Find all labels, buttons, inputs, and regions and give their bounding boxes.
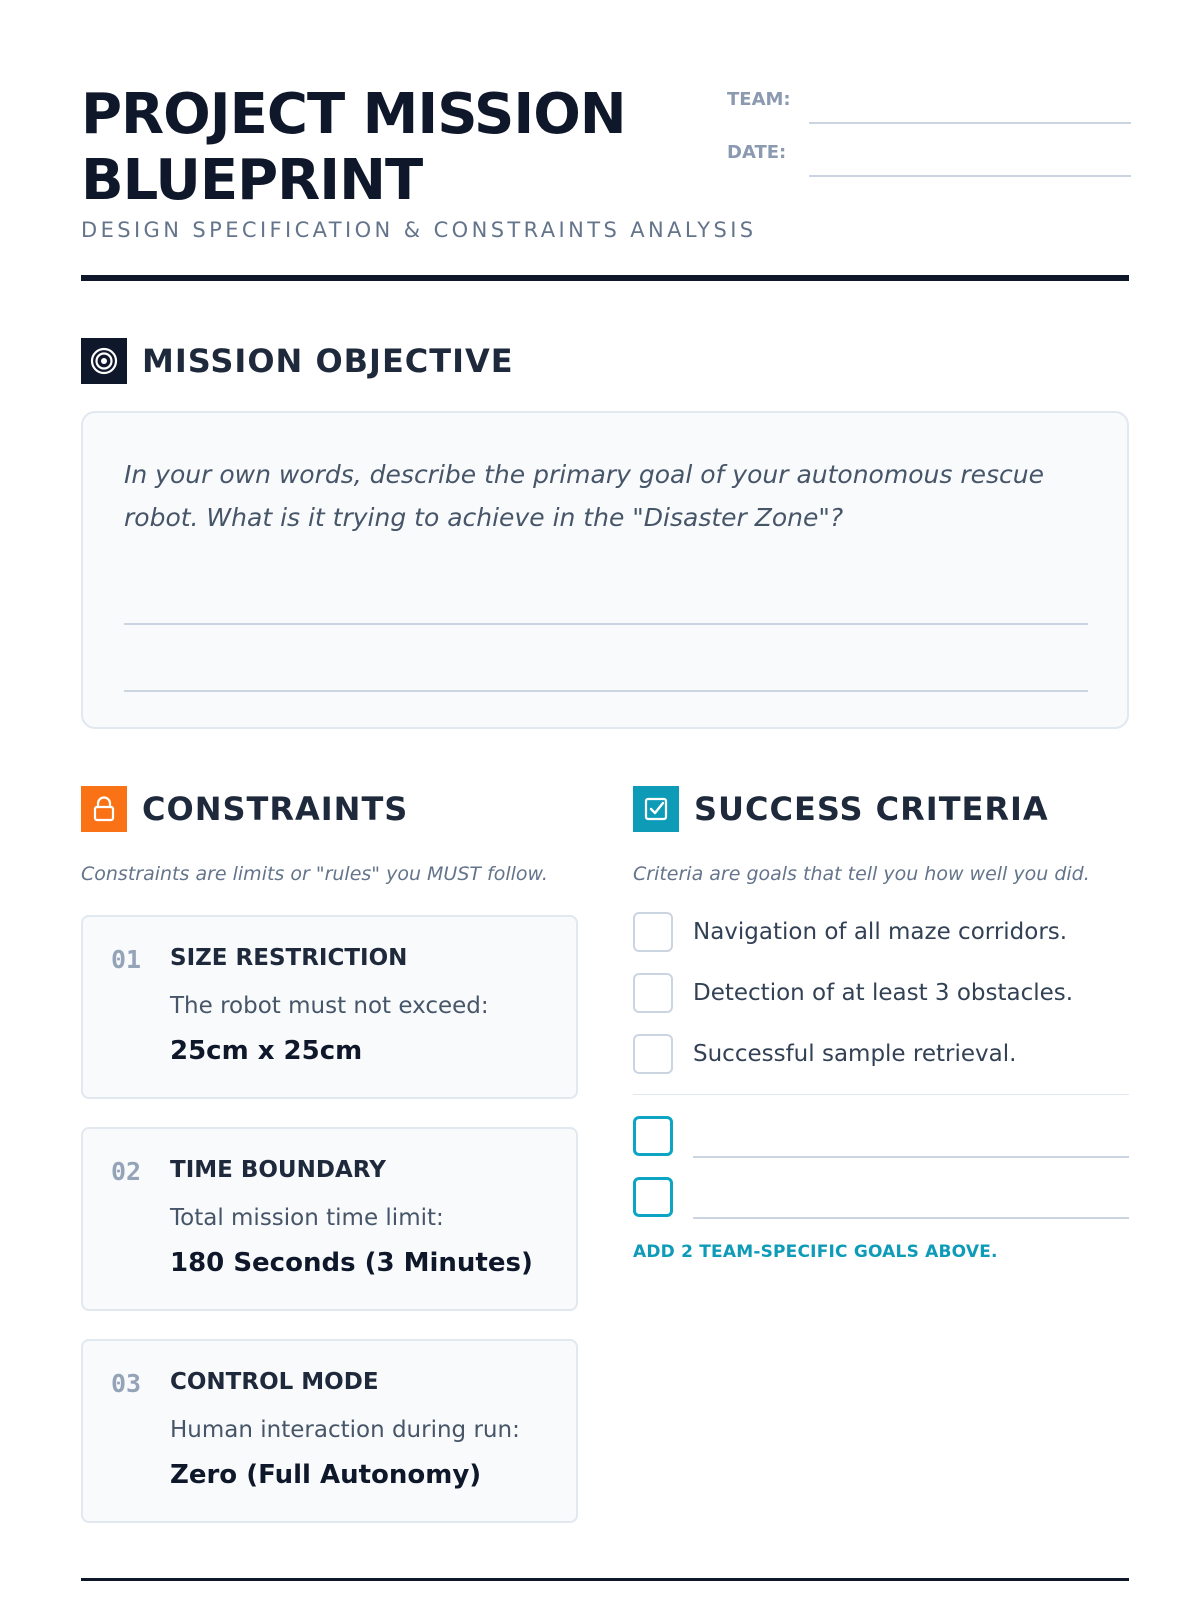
criteria-text: Successful sample retrieval. xyxy=(693,1041,1017,1067)
custom-criteria-item xyxy=(633,1177,1129,1217)
criteria-text: Detection of at least 3 obstacles. xyxy=(693,980,1074,1006)
custom-criteria-checkbox[interactable] xyxy=(633,1116,673,1156)
constraint-description: Human interaction during run: xyxy=(170,1417,520,1443)
criteria-divider xyxy=(633,1094,1129,1095)
constraint-description: The robot must not exceed: xyxy=(170,993,489,1019)
header-divider xyxy=(81,275,1129,281)
custom-criteria-checkbox[interactable] xyxy=(633,1177,673,1217)
date-input-line[interactable] xyxy=(809,139,1131,177)
team-label: TEAM: xyxy=(727,89,791,110)
constraint-title: SIZE RESTRICTION xyxy=(170,945,408,971)
criteria-item xyxy=(633,1034,1016,1074)
constraints-note: Constraints are limits or "rules" you MUST follow. xyxy=(81,863,548,885)
criteria-item xyxy=(633,912,1067,952)
criteria-section-title: SUCCESS CRITERIA xyxy=(694,790,1049,828)
footer-divider xyxy=(81,1578,1129,1581)
criteria-checkbox[interactable] xyxy=(633,973,673,1013)
answer-line[interactable] xyxy=(124,623,1088,625)
constraint-number: 03 xyxy=(111,1369,142,1398)
criteria-checkbox[interactable] xyxy=(633,912,673,952)
constraint-card xyxy=(81,915,578,1099)
lock-icon xyxy=(81,786,127,832)
mission-section-header xyxy=(81,338,514,384)
target-icon xyxy=(81,338,127,384)
constraint-title: TIME BOUNDARY xyxy=(170,1157,386,1183)
mission-objective-box xyxy=(81,411,1129,729)
criteria-note: Criteria are goals that tell you how well you did. xyxy=(633,863,1090,885)
page-title: PROJECT MISSION BLUEPRINT xyxy=(81,82,626,213)
criteria-item xyxy=(633,973,1073,1013)
constraint-card xyxy=(81,1339,578,1523)
mission-prompt: In your own words, describe the primary goal of your autonomous rescue robot. What is it trying to achieve in the "Disaster Zone"? xyxy=(124,460,1044,532)
constraint-title: CONTROL MODE xyxy=(170,1369,379,1395)
mission-section-title: MISSION OBJECTIVE xyxy=(142,342,514,380)
date-label: DATE: xyxy=(727,142,787,163)
custom-criteria-line[interactable] xyxy=(693,1217,1129,1219)
constraint-card xyxy=(81,1127,578,1311)
constraint-number: 01 xyxy=(111,945,142,974)
checkbox-check-icon xyxy=(633,786,679,832)
criteria-checkbox[interactable] xyxy=(633,1034,673,1074)
team-field-row xyxy=(727,84,1131,124)
date-field-row xyxy=(727,137,1131,177)
constraint-description: Total mission time limit: xyxy=(170,1205,444,1231)
constraints-section-header xyxy=(81,786,408,832)
constraint-number: 02 xyxy=(111,1157,142,1186)
constraints-section-title: CONSTRAINTS xyxy=(142,790,409,828)
custom-criteria-item xyxy=(633,1116,1129,1156)
constraint-value: 180 Seconds (3 Minutes) xyxy=(170,1248,533,1278)
constraint-value: 25cm x 25cm xyxy=(170,1036,363,1066)
constraint-value: Zero (Full Autonomy) xyxy=(170,1460,482,1490)
criteria-section-header xyxy=(633,786,1049,832)
answer-line[interactable] xyxy=(124,690,1088,692)
criteria-text: Navigation of all maze corridors. xyxy=(693,919,1068,945)
custom-criteria-line[interactable] xyxy=(693,1156,1129,1158)
team-input-line[interactable] xyxy=(809,86,1131,124)
page-subtitle: DESIGN SPECIFICATION & CONSTRAINTS ANALYSIS xyxy=(81,218,757,242)
custom-goals-note: ADD 2 TEAM-SPECIFIC GOALS ABOVE. xyxy=(633,1242,998,1262)
